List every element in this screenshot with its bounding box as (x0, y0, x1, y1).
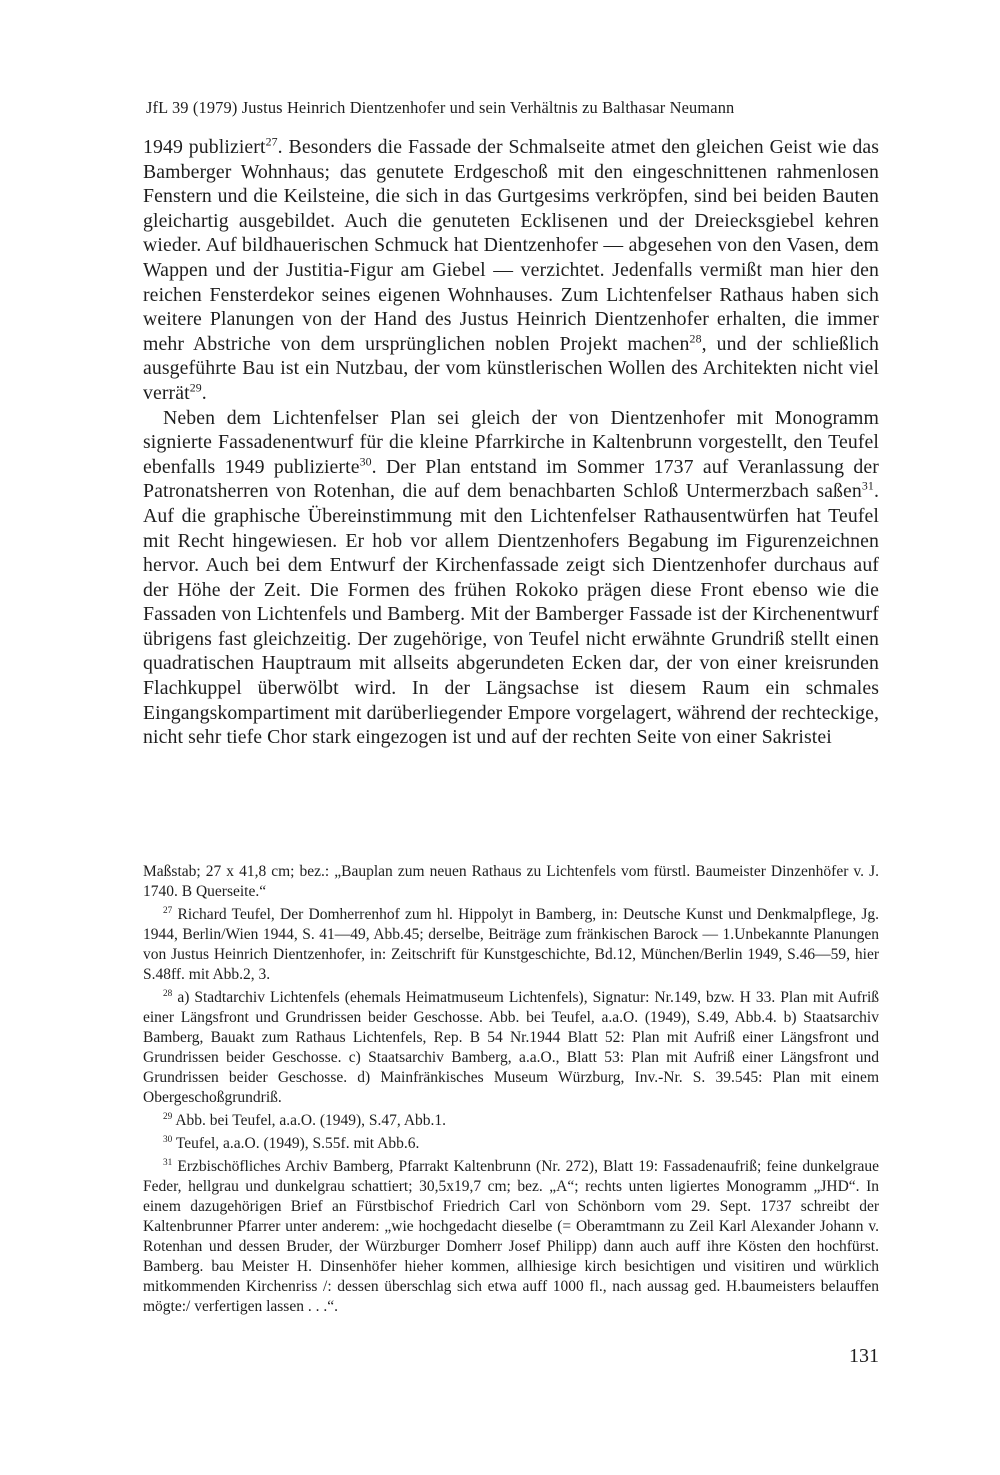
footnote-continuation: Maßstab; 27 x 41,8 cm; bez.: „Bauplan zum neuen Rathaus zu Lichtenfels vom fürstl. Baumeister Dinzenhöfer v. J. 1740. B Querseite.“ (143, 863, 879, 900)
footnote-number: 30 (163, 1134, 173, 1145)
paragraph-1 (143, 135, 879, 406)
text-span: , und der schließlich ausgeführte Bau ist ein Nutzbau, der vom künstlerischen Wollen des Architekten nicht viel verrät (143, 332, 879, 404)
page-number: 131 (849, 1345, 879, 1367)
footnote-ref-27: 27 (265, 134, 278, 149)
footnote-number: 28 (163, 988, 173, 999)
footnote-number: 27 (163, 905, 173, 916)
footnotes (143, 862, 879, 1320)
footnote-text: Abb. bei Teufel, a.a.O. (1949), S.47, Abb.1. (172, 1112, 447, 1129)
running-head: JfL 39 (1979) Justus Heinrich Dientzenhofer und sein Verhältnis zu Balthasar Neumann (146, 98, 735, 117)
footnote-number: 31 (163, 1157, 173, 1168)
text-span: . Besonders die Fassade der Schmalseite atmet den gleichen Geist wie das Bamberger Wohnhaus; das genutete Erdgeschoß mit den eingeschnittenen rahmenlosen Fenstern und die Keilsteine, die sich in das Gurtgesims verkröpfen, sind bei beiden Bauten gleichartig ausgebildet. Auch die genuteten Ecklisenen und der Dreiecksgiebel kehren wieder. Auf bildhauerischen Schmuck hat Dientzenhofer — abgesehen von den Vasen, dem Wappen und der Justitia-Figur am Giebel — verzichtet. Jedenfalls vermißt man hier den reichen Fensterdekor seines eigenen Wohnhauses. Zum Lichtenfelser Rathaus haben sich weitere Planungen von der Hand des Justus Heinrich Dientzenhofer erhalten, die immer mehr Abstriche von dem ursprünglichen noblen Projekt machen (143, 136, 879, 355)
paragraph-2 (143, 406, 879, 750)
footnote-text: Erzbischöfliches Archiv Bamberg, Pfarrakt Kaltenbrunn (Nr. 272), Blatt 19: Fassadenaufriß; feine dunkelgraue Feder, hellgrau und dunkelgrau schattiert; 30,5x19,7 cm; bez. „A“; rechts unten ligiertes Monogramm „JHD“. In einem dazugehörigen Brief an Fürstbischof Friedrich Carl von Schönborn vom 29. Sept. 1737 schreibt der Kaltenbrunner Pfarrer unter anderem: „wie hochgedacht dieselbe (= Oberamtmann zu Zeil Karl Alexander Johann v. Rotenhan und dessen Bruder, der Würzburger Domherr Josef Philipp) dann auch auff ihre Kösten den hochfürst. Bamberg. bau Meister H. Dinsenhöfer hieher kommen, allhiesige kirch besichtigen und visitiren und würklich mitkommenden Kirchenriss /: dessen überschlag sich etwa auff 1000 fl., nach aussag ged. H.baumeisters belauffen mögte:/ verfertigen lassen . . .“. (143, 1158, 879, 1315)
footnote-text: Teufel, a.a.O. (1949), S.55f. mit Abb.6. (172, 1135, 420, 1152)
main-text (143, 135, 879, 750)
footnote-27 (143, 905, 879, 985)
footnote-number: 29 (163, 1111, 173, 1122)
footnote-ref-29: 29 (189, 380, 202, 395)
footnote-31 (143, 1157, 879, 1317)
footnote-ref-30: 30 (359, 454, 372, 469)
footnote-ref-28: 28 (689, 331, 702, 346)
text-span: . Der Plan entstand im Sommer 1737 auf Veranlassung der Patronatsherren von Rotenhan, die auf dem benachbarten Schloß Untermerzbach saßen (143, 455, 879, 503)
text-span: 1949 publiziert (143, 136, 266, 158)
footnote-text: Richard Teufel, Der Domherrenhof zum hl. Hippolyt in Bamberg, in: Deutsche Kunst und Denkmalpflege, Jg. 1944, Berlin/Wien 1944, S. 41—49, Abb.45; derselbe, Beiträge zum fränkischen Barock — 1.Unbekannte Planungen von Justus Heinrich Dientzenhofer, in: Zeitschrift für Kunstgeschichte, Bd.12, München/Berlin 1949, S.46—59, hier S.48ff. mit Abb.2, 3. (143, 906, 879, 983)
text-span: . (201, 381, 207, 404)
footnote-29 (143, 1111, 879, 1131)
footnote-30 (143, 1134, 879, 1154)
footnote-ref-31: 31 (861, 478, 874, 493)
text-span: . Auf die graphische Übereinstimmung mit den Lichtenfelser Rathausentwürfen hat Teufel mit Recht hingewiesen. Er hob vor allem Dientzenhofers Begabung im Figurenzeichnen hervor. Auch bei dem Entwurf der Kirchenfassade zeigt sich Dientzenhofer durchaus auf der Höhe der Zeit. Die Formen des frühen Rokoko prägen diese Front ebenso wie die Fassaden von Lichtenfels und Bamberg. Mit der Bamberger Fassade ist der Kirchenentwurf übrigens fast gleichzeitig. Der zugehörige, von Teufel nicht erwähnte Grundriß stellt einen quadratischen Hauptraum mit allseits abgerundeten Ecken dar, der von einer kreisrunden Flachkuppel überwölbt wird. In der Längsachse ist diesem Raum ein schmales Eingangskompartiment mit darüberliegender Empore vorgelagert, während der rechteckige, nicht sehr tiefe Chor stark eingezogen ist und auf der rechten Seite von einer Sakristei (143, 480, 879, 749)
footnote-text: a) Stadtarchiv Lichtenfels (ehemals Heimatmuseum Lichtenfels), Signatur: Nr.149, bzw. H 33. Plan mit Aufriß einer Längsfront und Grundrissen beider Geschosse. Abb. bei Teufel, a.a.O. (1949), S.49, Abb.4. b) Staatsarchiv Bamberg, Bauakt zum Rathaus Lichtenfels, Rep. B 54 Nr.1944 Blatt 52: Plan mit Aufriß einer Längsfront und Grundrissen beider Geschosse. c) Staatsarchiv Bamberg, a.a.O., Blatt 53: Plan mit Aufriß einer Längsfront und Grundrissen beider Geschosse. d) Mainfränkisches Museum Würzburg, Inv.-Nr. S. 39.545: Plan mit einem Obergeschoßgrundriß. (143, 989, 879, 1106)
text-span: Neben dem Lichtenfelser Plan sei gleich der von Dientzenhofer mit Monogramm signierte Fassadenentwurf für die kleine Pfarrkirche in Kaltenbrunn vorgestellt, den Teufel ebenfalls 1949 publizierte (143, 406, 879, 478)
footnote-28 (143, 988, 879, 1108)
